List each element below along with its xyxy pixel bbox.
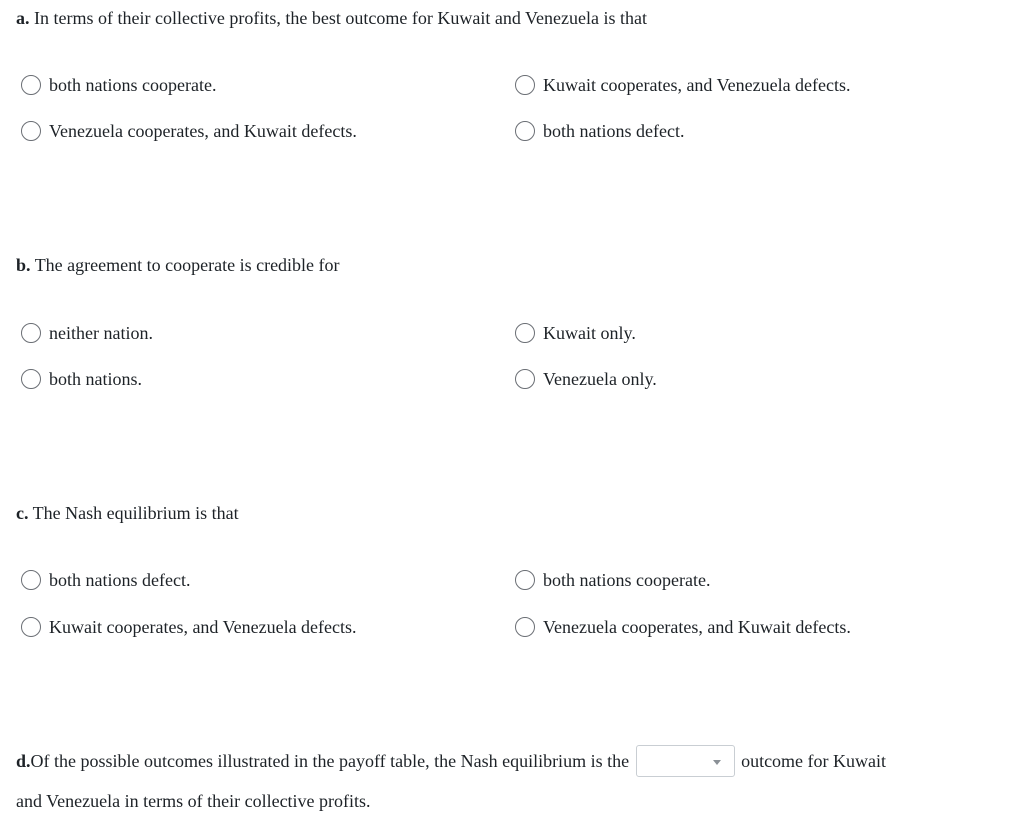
option-label: both nations.	[49, 369, 142, 389]
question-b-option-3[interactable]	[21, 366, 142, 392]
question-d-text-before: Of the possible outcomes illustrated in the payoff table, the Nash equilibrium is the	[30, 751, 630, 771]
question-c-option-4[interactable]	[515, 614, 851, 640]
radio-button[interactable]	[21, 369, 41, 389]
radio-button[interactable]	[21, 570, 41, 590]
option-label: Kuwait only.	[543, 323, 636, 343]
option-label: Kuwait cooperates, and Venezuela defects.	[49, 617, 357, 637]
question-c-prompt	[16, 502, 239, 524]
option-label: both nations cooperate.	[49, 75, 217, 95]
question-b-text: The agreement to cooperate is credible for	[30, 255, 340, 275]
question-c-option-3[interactable]	[21, 614, 357, 640]
option-label: both nations defect.	[49, 570, 191, 590]
question-d-text-after: outcome for Kuwait	[741, 751, 887, 771]
option-label: Venezuela only.	[543, 369, 657, 389]
option-label: both nations defect.	[543, 121, 685, 141]
radio-button[interactable]	[515, 75, 535, 95]
chevron-down-icon	[713, 760, 721, 765]
question-a-prompt	[16, 7, 647, 29]
question-a-option-1[interactable]	[21, 72, 216, 98]
question-c-letter: c.	[16, 503, 29, 523]
question-b-option-4[interactable]	[515, 366, 657, 392]
question-a-letter: a.	[16, 8, 30, 28]
radio-button[interactable]	[515, 570, 535, 590]
question-a-option-3[interactable]	[21, 118, 357, 144]
question-d-text-line2: and Venezuela in terms of their collective profits.	[16, 791, 371, 811]
question-b-prompt	[16, 254, 340, 276]
question-a-option-4[interactable]	[515, 118, 684, 144]
option-label: Venezuela cooperates, and Kuwait defects.	[543, 617, 851, 637]
option-label: Venezuela cooperates, and Kuwait defects.	[49, 121, 357, 141]
option-label: neither nation.	[49, 323, 153, 343]
question-b-option-1[interactable]	[21, 320, 153, 346]
question-b-letter: b.	[16, 255, 31, 275]
question-a-text: In terms of their collective profits, the best outcome for Kuwait and Venezuela is that	[29, 8, 647, 28]
radio-button[interactable]	[21, 323, 41, 343]
question-c-option-1[interactable]	[21, 567, 190, 593]
radio-button[interactable]	[515, 323, 535, 343]
question-c-text: The Nash equilibrium is that	[28, 503, 239, 523]
question-d-letter: d.	[16, 751, 31, 771]
option-label: both nations cooperate.	[543, 570, 711, 590]
radio-button[interactable]	[21, 617, 41, 637]
question-a-option-2[interactable]	[515, 72, 851, 98]
radio-button[interactable]	[515, 121, 535, 141]
radio-button[interactable]	[21, 75, 41, 95]
radio-button[interactable]	[21, 121, 41, 141]
radio-button[interactable]	[515, 369, 535, 389]
outcome-dropdown[interactable]	[636, 745, 735, 777]
question-b-option-2[interactable]	[515, 320, 636, 346]
option-label: Kuwait cooperates, and Venezuela defects.	[543, 75, 851, 95]
question-c-option-2[interactable]	[515, 567, 710, 593]
question-d-prompt	[16, 744, 886, 778]
radio-button[interactable]	[515, 617, 535, 637]
